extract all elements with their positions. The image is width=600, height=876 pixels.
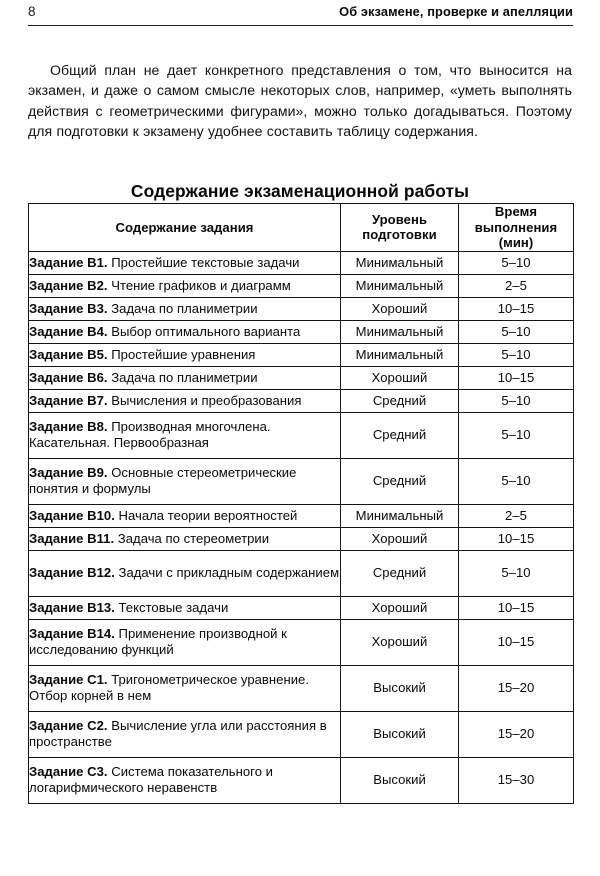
table-row <box>29 711 574 757</box>
task-label: Задание В12. <box>29 565 115 581</box>
cell-level: Средний <box>341 389 459 412</box>
task-label: Задание С1. <box>29 672 108 688</box>
table-row <box>29 297 574 320</box>
cell-task <box>29 458 341 504</box>
table-row <box>29 665 574 711</box>
cell-level: Средний <box>341 550 459 596</box>
cell-time: 10–15 <box>459 527 574 550</box>
cell-level: Хороший <box>341 596 459 619</box>
task-text: Текстовые задачи <box>114 599 229 615</box>
cell-time: 10–15 <box>459 366 574 389</box>
cell-task <box>29 619 341 665</box>
task-text: Начала теории вероятностей <box>114 507 298 523</box>
task-text: Задача по стереометрии <box>114 530 270 546</box>
cell-task <box>29 596 341 619</box>
table-row <box>29 527 574 550</box>
cell-task <box>29 343 341 366</box>
table-row <box>29 596 574 619</box>
cell-level: Минимальный <box>341 274 459 297</box>
column-header-task: Содержание задания <box>29 204 341 252</box>
cell-task <box>29 389 341 412</box>
table-row <box>29 412 574 458</box>
column-header-time: Время выполнения (мин) <box>459 204 574 252</box>
cell-task <box>29 757 341 803</box>
cell-task <box>29 504 341 527</box>
header-divider <box>28 25 573 26</box>
column-header-level: Уровень подготовки <box>341 204 459 252</box>
task-text: Чтение графиков и диаграмм <box>107 277 291 293</box>
cell-time: 10–15 <box>459 596 574 619</box>
cell-level: Минимальный <box>341 504 459 527</box>
task-text: Задача по планиметрии <box>107 300 258 316</box>
task-text: Задача по планиметрии <box>107 369 258 385</box>
task-label: Задание В11. <box>29 530 115 546</box>
cell-time: 5–10 <box>459 343 574 366</box>
table-row <box>29 458 574 504</box>
cell-level: Высокий <box>341 757 459 803</box>
cell-task <box>29 297 341 320</box>
cell-time: 15–20 <box>459 665 574 711</box>
task-label: Задание В3. <box>29 300 108 316</box>
task-label: Задание В7. <box>29 392 108 408</box>
table-row <box>29 366 574 389</box>
table-body <box>29 251 574 803</box>
cell-level: Минимальный <box>341 251 459 274</box>
cell-task <box>29 527 341 550</box>
content-table <box>28 203 574 804</box>
cell-task <box>29 274 341 297</box>
cell-level: Высокий <box>341 711 459 757</box>
cell-level: Высокий <box>341 665 459 711</box>
table-row <box>29 251 574 274</box>
task-label: Задание С2. <box>29 718 108 734</box>
running-head-title: Об экзамене, проверке и апелляции <box>339 4 573 19</box>
task-label: Задание В14. <box>29 626 115 642</box>
table-row <box>29 504 574 527</box>
task-text: Простейшие текстовые задачи <box>107 254 300 270</box>
task-text: Основные стереометрические понятия и формулы <box>29 465 297 497</box>
cell-level: Средний <box>341 458 459 504</box>
table-row <box>29 757 574 803</box>
content-table-wrapper <box>28 203 573 804</box>
cell-level: Минимальный <box>341 343 459 366</box>
task-text: Производная многочлена. Касательная. Первообразная <box>29 419 271 451</box>
table-row <box>29 550 574 596</box>
task-text: Выбор оптимального варианта <box>107 323 301 339</box>
table-row <box>29 343 574 366</box>
cell-task <box>29 711 341 757</box>
cell-task <box>29 251 341 274</box>
cell-task <box>29 412 341 458</box>
task-label: Задание В1. <box>29 254 108 270</box>
task-label: Задание В5. <box>29 346 108 362</box>
task-text: Применение производной к исследованию функций <box>29 626 287 658</box>
cell-time: 2–5 <box>459 504 574 527</box>
cell-level: Хороший <box>341 366 459 389</box>
cell-level: Средний <box>341 412 459 458</box>
table-row <box>29 389 574 412</box>
task-label: Задание В10. <box>29 507 115 523</box>
running-head <box>28 4 573 26</box>
cell-time: 5–10 <box>459 458 574 504</box>
task-text: Вычисление угла или расстояния в пространстве <box>29 718 327 750</box>
task-label: Задание В8. <box>29 419 108 435</box>
cell-task <box>29 320 341 343</box>
task-text: Задачи с прикладным содержанием <box>114 565 340 581</box>
task-label: Задание С3. <box>29 764 108 780</box>
cell-time: 15–20 <box>459 711 574 757</box>
task-label: Задание В9. <box>29 465 108 481</box>
task-label: Задание В4. <box>29 323 108 339</box>
cell-level: Хороший <box>341 619 459 665</box>
cell-time: 5–10 <box>459 412 574 458</box>
task-label: Задание В6. <box>29 369 108 385</box>
cell-time: 5–10 <box>459 550 574 596</box>
page-number: 8 <box>28 4 36 19</box>
task-label: Задание В13. <box>29 599 115 615</box>
cell-task <box>29 665 341 711</box>
task-label: Задание В2. <box>29 277 108 293</box>
table-row <box>29 619 574 665</box>
table-header-row <box>29 204 574 252</box>
cell-time: 2–5 <box>459 274 574 297</box>
task-text: Система показательного и логарифмического неравенств <box>29 764 273 796</box>
task-text: Вычисления и преобразования <box>107 392 302 408</box>
cell-time: 10–15 <box>459 619 574 665</box>
cell-time: 10–15 <box>459 297 574 320</box>
cell-time: 5–10 <box>459 251 574 274</box>
body-paragraph: Общий план не дает конкретного представления о том, что выносится на экзамен, и даже о самом смысле некоторых слов, например, «уметь выполнять действия с геометрическими фигурами», можно только догадываться. Поэтому для подготовки к экзамену удобнее составить таблицу содержания. <box>28 62 572 139</box>
cell-task <box>29 550 341 596</box>
task-text: Простейшие уравнения <box>107 346 256 362</box>
cell-level: Минимальный <box>341 320 459 343</box>
cell-time: 5–10 <box>459 320 574 343</box>
task-text: Тригонометрическое уравнение. Отбор корней в нем <box>29 672 310 704</box>
cell-task <box>29 366 341 389</box>
cell-level: Хороший <box>341 527 459 550</box>
cell-time: 5–10 <box>459 389 574 412</box>
table-row <box>29 320 574 343</box>
cell-level: Хороший <box>341 297 459 320</box>
table-head <box>29 204 574 252</box>
table-row <box>29 274 574 297</box>
cell-time: 15–30 <box>459 757 574 803</box>
section-heading: Содержание экзаменационной работы <box>130 181 470 202</box>
